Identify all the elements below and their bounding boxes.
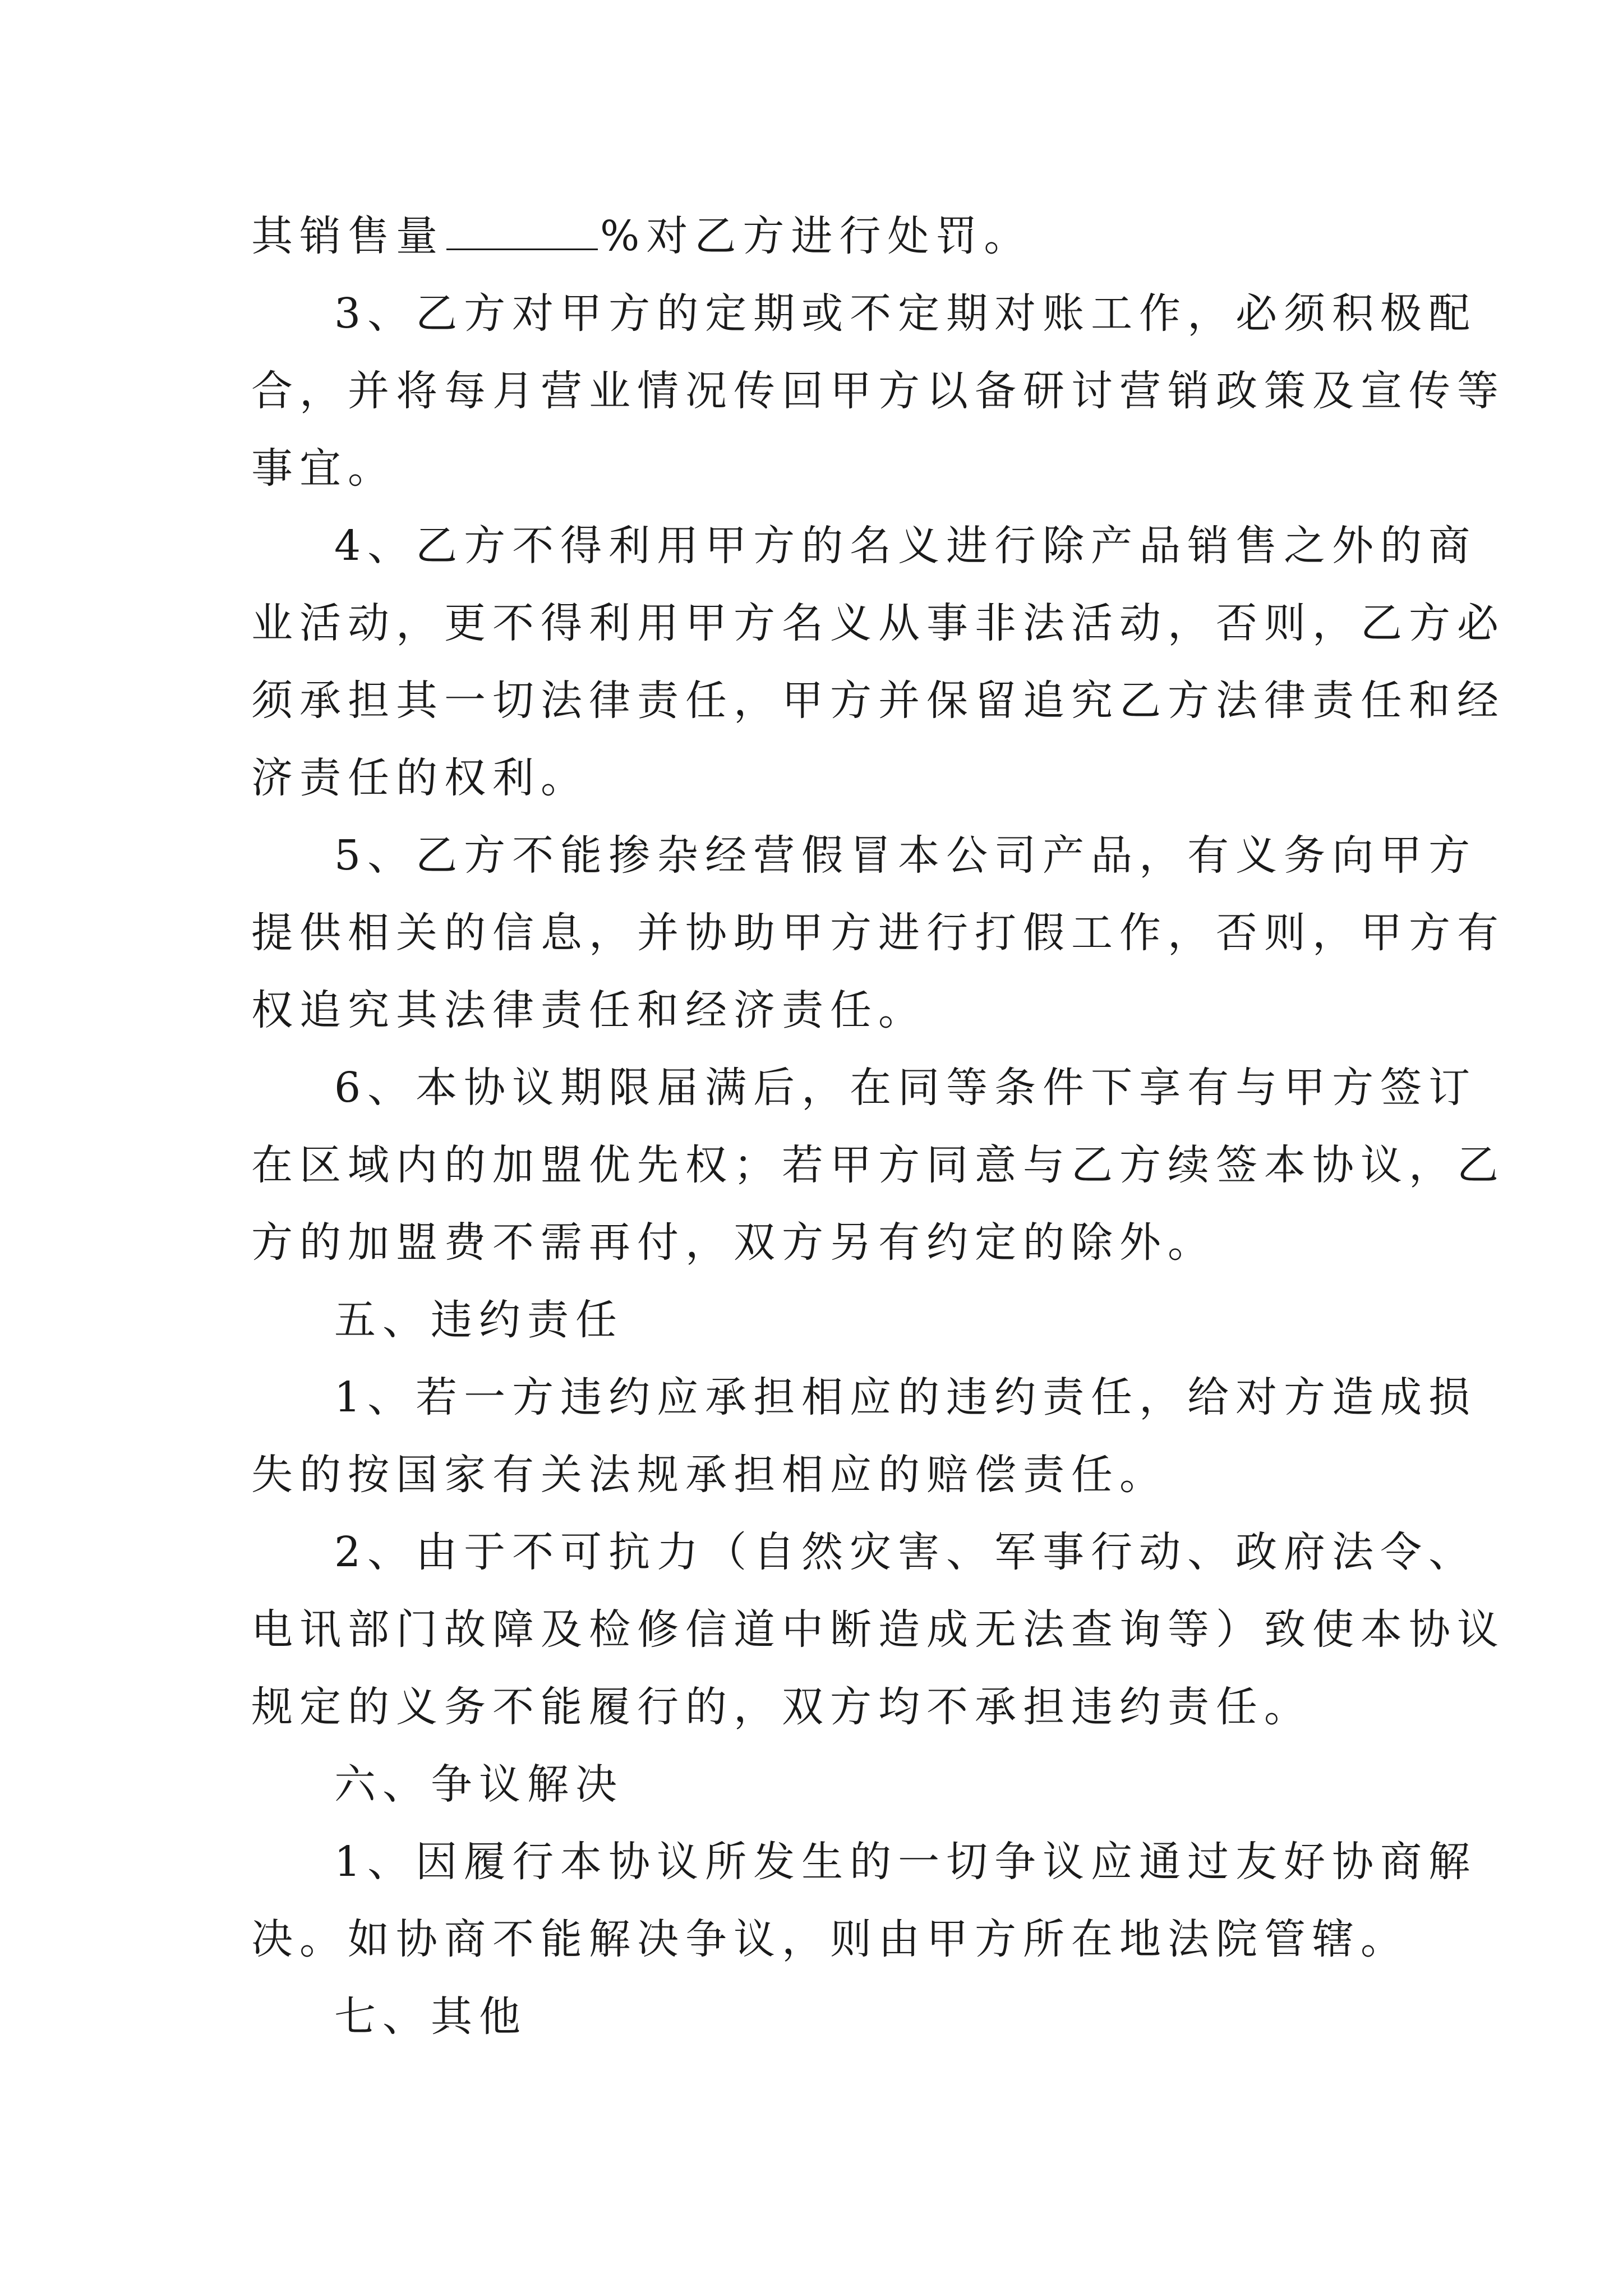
text-line: 事宜。 [251,444,396,493]
text-line: 方的加盟费不需再付，双方另有约定的除外。 [251,1218,1216,1267]
section-heading: 六、争议解决 [334,1760,624,1809]
text-segment: 其销售量 [251,212,444,260]
text-line: 3、乙方对甲方的定期或不定期对账工作，必须积极配 [334,289,1477,338]
text-line: 决。如协商不能解决争议，则由甲方所在地法院管辖。 [251,1915,1409,1963]
text-line [251,197,1384,275]
text-line: 须承担其一切法律责任，甲方并保留追究乙方法律责任和经 [251,677,1505,725]
text-segment: %对乙方进行处罚。 [600,212,1032,260]
text-line: 失的按国家有关法规承担相应的赔偿责任。 [251,1451,1168,1499]
text-line: 6、本协议期限届满后，在同等条件下享有与甲方签订 [334,1064,1477,1112]
fill-in-blank [446,215,598,250]
text-line: 规定的义务不能履行的，双方均不承担违约责任。 [251,1683,1312,1731]
text-line: 业活动，更不得利用甲方名义从事非法活动，否则，乙方必 [251,599,1505,647]
text-line: 1、若一方违约应承担相应的违约责任，给对方造成损 [334,1373,1477,1421]
text-line: 1、因履行本协议所发生的一切争议应通过友好协商解 [334,1838,1477,1886]
text-line: 电讯部门故障及检修信道中断造成无法查询等）致使本协议 [251,1605,1505,1654]
text-line: 5、乙方不能掺杂经营假冒本公司产品，有义务向甲方 [334,831,1477,880]
section-heading: 五、违约责任 [334,1296,624,1344]
text-line: 2、由于不可抗力（自然灾害、军事行动、政府法令、 [334,1528,1477,1576]
section-heading: 七、其他 [334,1993,527,2041]
text-line: 合，并将每月营业情况传回甲方以备研讨营销政策及宣传等 [251,367,1505,415]
document-body [251,197,1505,2055]
text-line: 提供相关的信息，并协助甲方进行打假工作，否则，甲方有 [251,909,1505,957]
text-line: 权追究其法律责任和经济责任。 [251,986,926,1034]
text-line: 济责任的权利。 [251,754,589,802]
text-line: 4、乙方不得利用甲方的名义进行除产品销售之外的商 [334,522,1477,570]
text-line: 在区域内的加盟优先权；若甲方同意与乙方续签本协议，乙 [251,1141,1505,1189]
